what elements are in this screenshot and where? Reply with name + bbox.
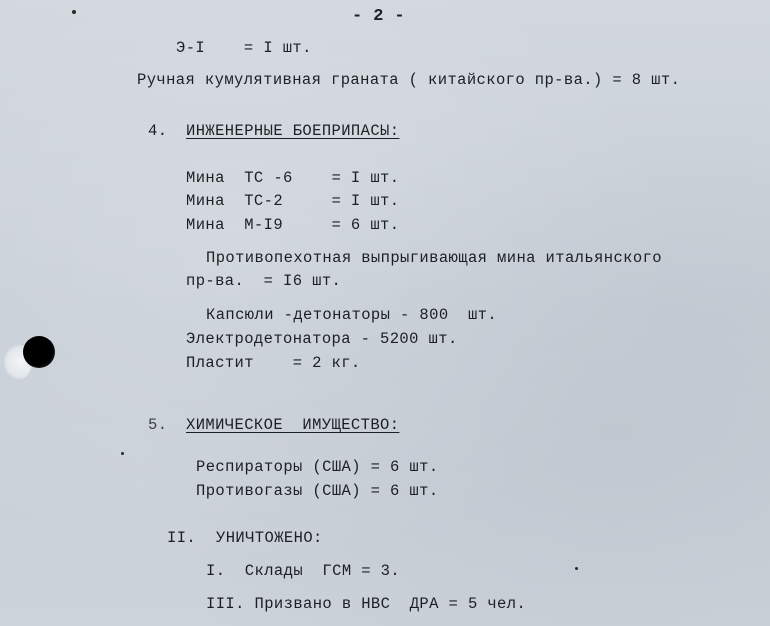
- ink-speck: [575, 567, 578, 570]
- item-line: Мина ТС-2 = I шт.: [186, 192, 400, 210]
- part-number: II.: [167, 529, 197, 547]
- item-line: Э-I = I шт.: [176, 39, 312, 57]
- item-line: Ручная кумулятивная граната ( китайского пр-ва.) = 8 шт.: [137, 71, 681, 89]
- page-number: - 2 -: [352, 7, 406, 26]
- part-title: УНИЧТОЖЕНО:: [216, 529, 323, 547]
- section-number: 4.: [148, 122, 168, 140]
- ink-speck: [72, 10, 76, 14]
- item-line: I. Склады ГСМ = 3.: [206, 562, 401, 580]
- item-line: Электродетонатора - 5200 шт.: [186, 330, 458, 348]
- item-line: Мина М-I9 = 6 шт.: [186, 216, 400, 234]
- item-line: Капсюли -детонаторы - 800 шт.: [206, 306, 498, 324]
- section-title: ИНЖЕНЕРНЫЕ БОЕПРИПАСЫ:: [186, 122, 400, 140]
- item-line: Мина ТС -6 = I шт.: [186, 169, 400, 187]
- item-line: пр-ва. = I6 шт.: [186, 272, 342, 290]
- punch-hole: [23, 336, 55, 368]
- item-line: Противопехотная выпрыгивающая мина итальянского: [206, 249, 662, 267]
- item-line: Противогазы (США) = 6 шт.: [196, 482, 439, 500]
- section-number: 5.: [148, 416, 168, 434]
- item-line: III. Призвано в НВС ДРА = 5 чел.: [206, 595, 527, 613]
- ink-speck: [121, 452, 124, 455]
- item-line: Респираторы (США) = 6 шт.: [196, 458, 439, 476]
- section-title: ХИМИЧЕСКОЕ ИМУЩЕСТВО:: [186, 416, 400, 434]
- item-line: Пластит = 2 кг.: [186, 354, 361, 372]
